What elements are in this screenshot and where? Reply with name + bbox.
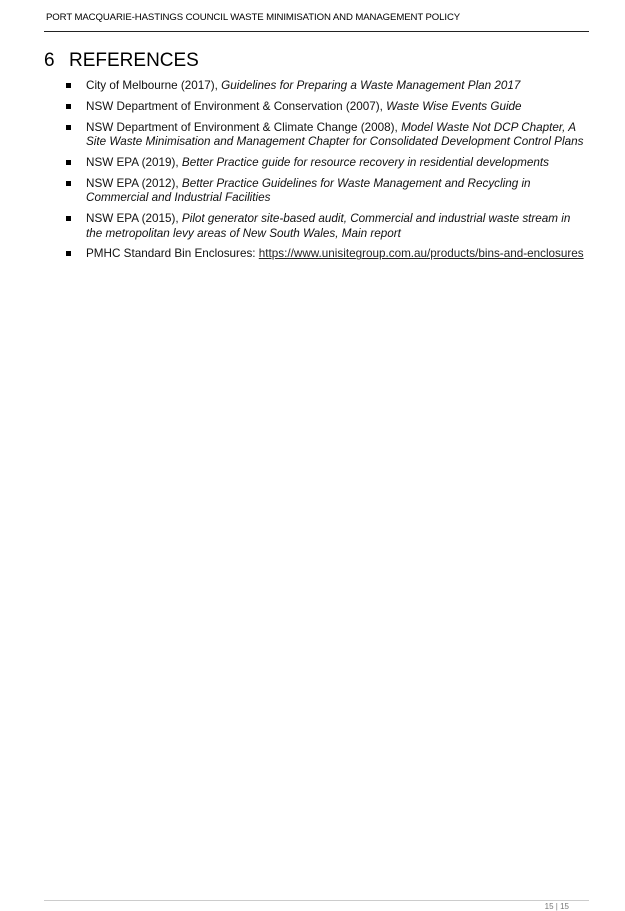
- reference-item: [64, 247, 589, 262]
- reference-author: NSW Department of Environment & Climate Change (2008),: [86, 120, 402, 134]
- section-title: REFERENCES: [69, 50, 199, 71]
- bin-enclosures-link[interactable]: https://www.unisitegroup.com.au/products/bins-and-enclosures: [258, 247, 584, 261]
- page-header: [44, 11, 589, 32]
- bullet-icon: [66, 83, 71, 88]
- bullet-icon: [66, 181, 71, 186]
- bullet-icon: [66, 251, 71, 256]
- reference-item: [64, 79, 589, 94]
- reference-title: Pilot generator site-based audit, Commercial and industrial waste stream in the metropolitan levy areas of New South Wales, Main report: [86, 212, 571, 240]
- bullet-icon: [66, 216, 71, 221]
- page-number: 15 | 15: [544, 902, 569, 911]
- reference-author: NSW EPA (2015),: [86, 212, 182, 226]
- references-list: [64, 79, 589, 268]
- reference-item: [64, 121, 589, 150]
- reference-item: [64, 177, 589, 206]
- reference-author: City of Melbourne (2017),: [86, 79, 222, 92]
- reference-item: [64, 212, 589, 241]
- reference-title: Better Practice Guidelines for Waste Management and Recycling in Commercial and Industrial Facilities: [86, 176, 531, 205]
- reference-title: Model Waste Not DCP Chapter, A Site Waste Minimisation and Management Chapter for Consolidated Development Control Plans: [86, 120, 584, 149]
- reference-title: Better Practice guide for resource recovery in residential developments: [181, 155, 549, 169]
- section-number: 6: [44, 50, 55, 71]
- reference-author: NSW EPA (2012),: [86, 176, 182, 190]
- reference-title: Waste Wise Events Guide: [386, 99, 522, 113]
- document-title: PORT MACQUARIE-HASTINGS COUNCIL WASTE MINIMISATION AND MANAGEMENT POLICY: [46, 12, 461, 23]
- reference-item: [64, 100, 589, 115]
- reference-item: [64, 156, 589, 171]
- reference-author: NSW Department of Environment & Conservation (2007),: [86, 99, 387, 113]
- section-heading: [44, 50, 199, 72]
- bullet-icon: [66, 125, 71, 130]
- reference-author: PMHC Standard Bin Enclosures:: [86, 247, 259, 261]
- bullet-icon: [66, 104, 71, 109]
- reference-title: Guidelines for Preparing a Waste Management Plan 2017: [221, 79, 521, 92]
- reference-author: NSW EPA (2019),: [86, 155, 182, 169]
- bullet-icon: [66, 160, 71, 165]
